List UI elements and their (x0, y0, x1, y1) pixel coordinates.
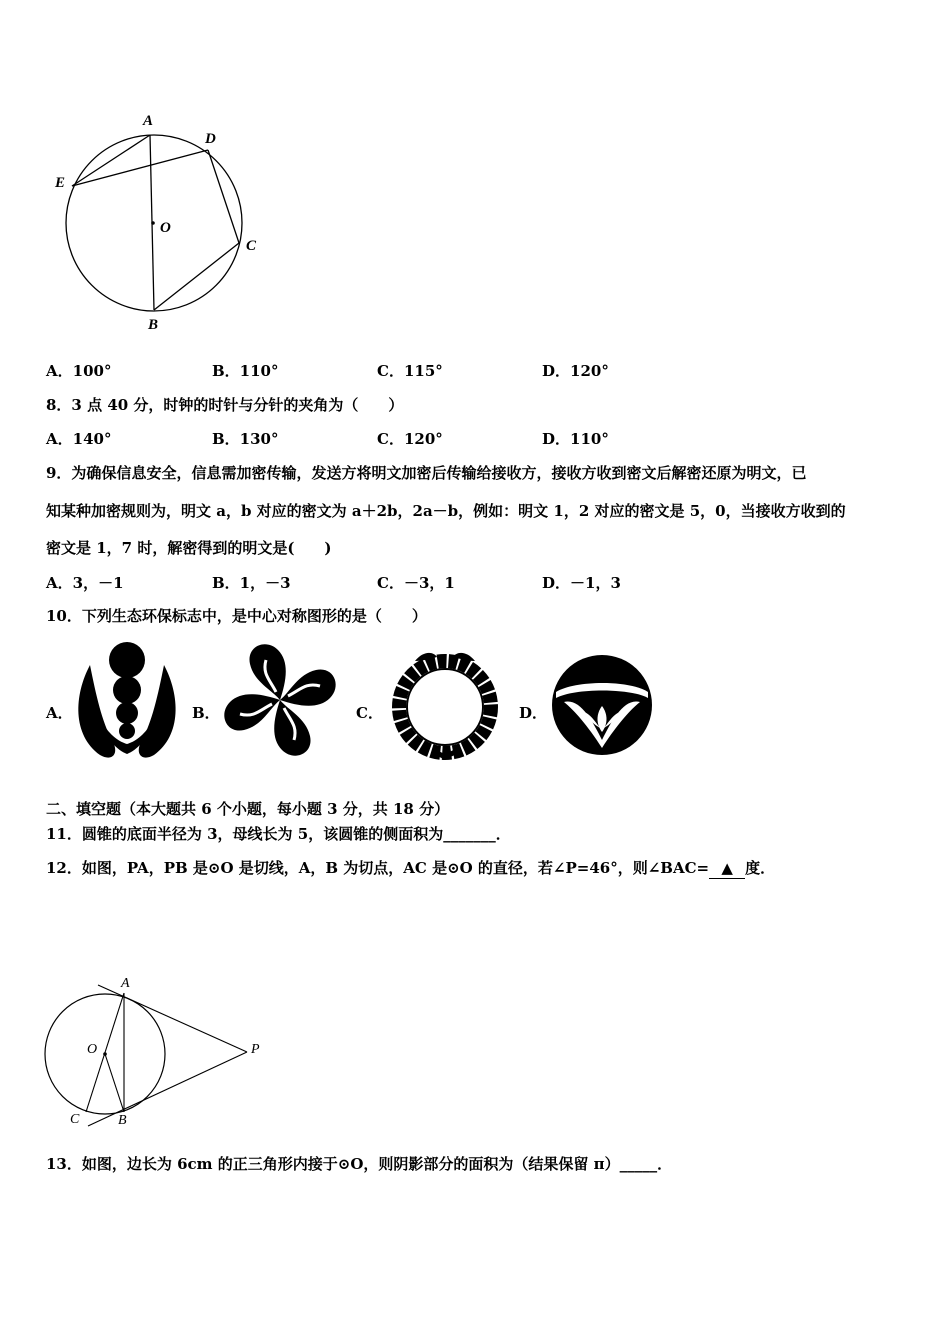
figure-tangent-lines (40, 975, 270, 1135)
eco-symbol-a (72, 640, 182, 765)
eco-symbol-b (218, 640, 343, 760)
q9-option-d: D．－1，3 (542, 574, 621, 592)
center-dot-2 (103, 1052, 107, 1056)
label-a2: A (121, 976, 130, 991)
q9-option-c: C．－3，1 (377, 574, 455, 592)
q9-option-b: B．1，－3 (212, 574, 291, 592)
segment-ed (72, 150, 208, 186)
q10-stem: 10．下列生态环保标志中，是中心对称图形的是（ ） (46, 607, 427, 625)
eco-symbol-c (385, 645, 505, 763)
q12-answer-blank: ▲ (709, 858, 745, 879)
q12-stem-after: 度． (745, 859, 776, 877)
label-o2: O (87, 1042, 98, 1057)
segment-dc (208, 150, 239, 243)
center-dot (151, 221, 155, 225)
label-o: O (160, 220, 171, 236)
section2-heading: 二、填空题（本大题共 6 个小题，每小题 3 分，共 18 分） (46, 800, 450, 818)
label-e: E (55, 175, 66, 191)
q10-option-b-label: B． (192, 704, 220, 722)
q7-option-a: A．100° (46, 362, 112, 380)
q9-stem-line3: 密文是 1，7 时，解密得到的明文是( ) (46, 539, 332, 557)
q7-option-d: D．120° (542, 362, 609, 380)
segment-ea (72, 135, 150, 186)
tangent-pa (98, 985, 247, 1052)
q8-option-a: A．140° (46, 430, 112, 448)
label-c: C (246, 238, 257, 254)
label-b: B (148, 317, 159, 333)
q12-stem (46, 858, 775, 879)
q7-option-b: B．110° (212, 362, 279, 380)
q8-option-b: B．130° (212, 430, 279, 448)
tangent-pb (88, 1052, 247, 1126)
q8-option-d: D．110° (542, 430, 609, 448)
q10-option-c-label: C． (356, 704, 383, 722)
q10-option-d-label: D． (519, 704, 548, 722)
q9-stem-line2: 知某种加密规则为，明文 a，b 对应的密文为 a＋2b，2a－b，例如：明文 1，2 对应的密文是 5，0，当接收方收到的 (46, 502, 846, 520)
q8-option-c: C．120° (377, 430, 443, 448)
q10-option-a-label: A． (46, 704, 73, 722)
q12-stem-before: 12．如图，PA，PB 是⊙O 是切线，A，B 为切点，AC 是⊙O 的直径，若∠P=46°，则∠BAC= (46, 859, 710, 877)
q7-option-c: C．115° (377, 362, 443, 380)
q9-option-a: A．3，－1 (46, 574, 124, 592)
label-p2: P (251, 1042, 260, 1057)
q13-stem: 13．如图，边长为 6cm 的正三角形内接于⊙O，则阴影部分的面积为（结果保留 π）_____． (46, 1155, 673, 1173)
segment-ob (105, 1054, 124, 1112)
label-c2: C (70, 1112, 80, 1127)
q8-stem: 8．3 点 40 分，时钟的时针与分针的夹角为（ ） (46, 396, 404, 414)
eco-symbol-d (550, 650, 655, 760)
label-b2: B (118, 1113, 127, 1128)
label-a: A (143, 113, 154, 129)
q9-stem-line1: 9．为确保信息安全，信息需加密传输，发送方将明文加密后传输给接收方，接收方收到密文后解密还原为明文，已 (46, 464, 807, 482)
label-d: D (205, 131, 216, 147)
q11-stem: 11．圆锥的底面半径为 3，母线长为 5，该圆锥的侧面积为_______． (46, 825, 511, 843)
